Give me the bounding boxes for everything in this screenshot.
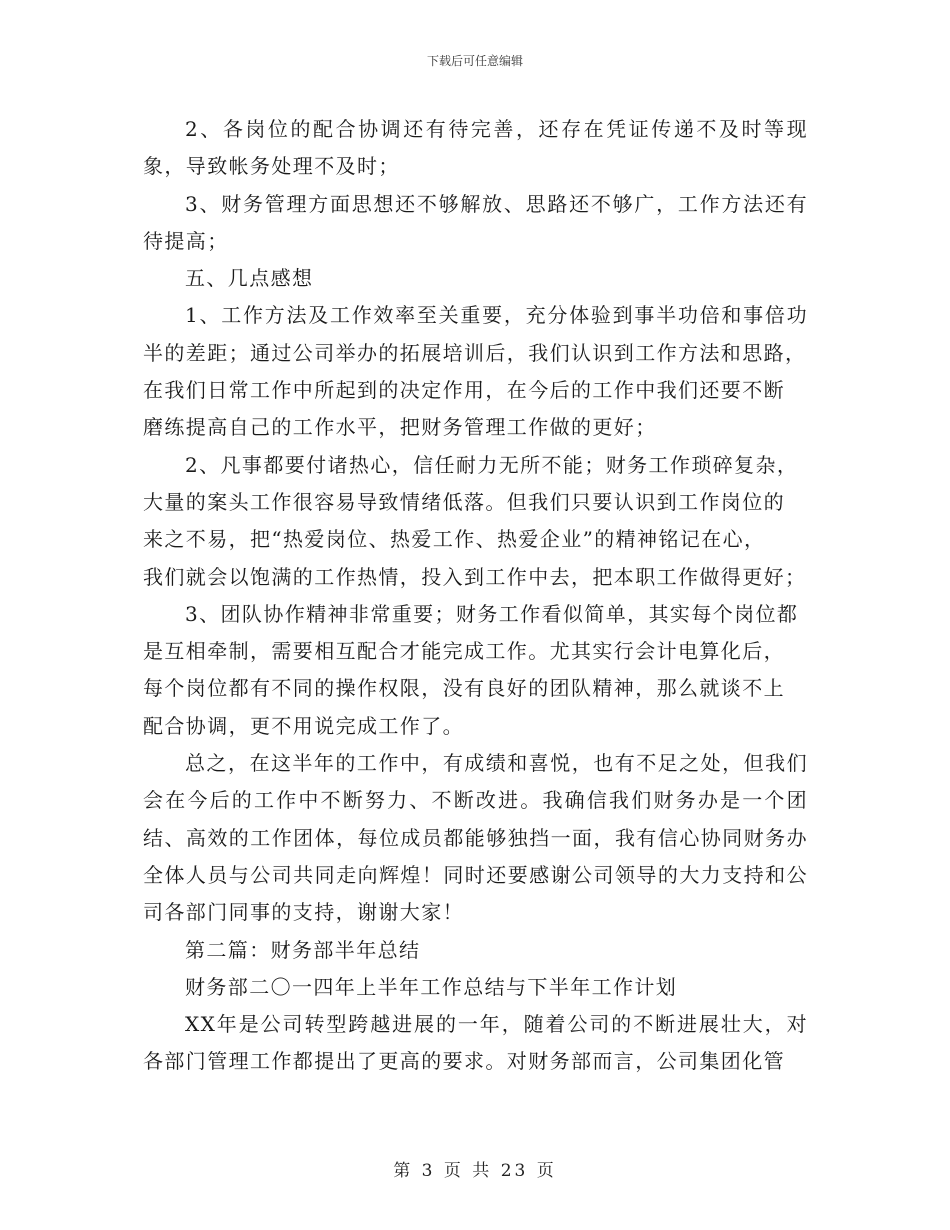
chapter-heading: 第二篇：财务部半年总结 [185, 937, 421, 962]
section-heading: 五、几点感想 [185, 266, 314, 291]
header-note: 下载后可任意编辑 [426, 54, 523, 68]
paragraph: 3、财务管理方面思想还不够解放、思路还不够广，工作方法还有待提高； [143, 191, 808, 253]
paragraph: 1、工作方法及工作效率至关重要，充分体验到事半功倍和事倍功半的差距；通过公司举办的拓展培训后，我们认识到工作方法和思路， 在我们日常工作中所起到的决定作用，在今后的工作中我们还要不断 磨练提高自己的工作水平，把财务管理工作做的更好； [143, 303, 808, 440]
paragraph: XX年是公司转型跨越进展的一年，随着公司的不断进展壮大，对各部门管理工作都提出了更高的要求。对财务部而言，公司集团化管 [143, 1012, 808, 1074]
paragraph: 2、各岗位的配合协调还有待完善，还存在凭证传递不及时等现象，导致帐务处理不及时； [143, 117, 808, 179]
paragraph: 2、凡事都要付诸热心，信任耐力无所不能；财务工作琐碎复杂， 大量的案头工作很容易导致情绪低落。但我们只要认识到工作岗位的 来之不易，把“热爱岗位、热爱工作、热爱企业”的精神铭记在心， 我们就会以饱满的工作热情，投入到工作中去，把本职工作做得更好； [143, 452, 807, 589]
document-body [143, 111, 808, 1081]
document-title: 财务部二〇一四年上半年工作总结与下半年工作计划 [185, 974, 678, 999]
paragraph: 总之，在这半年的工作中，有成绩和喜悦，也有不足之处，但我们会在今后的工作中不断努力、不断改进。我确信我们财务办是一个团结、高效的工作团体，每位成员都能够独挡一面，我有信心协同财务办全体人员与公司共同走向辉煌！同时还要感谢公司领导的大力支持和公司各部门同事的支持，谢谢大家！ [143, 751, 808, 925]
paragraph: 3、团队协作精神非常重要；财务工作看似简单，其实每个岗位都 是互相牵制，需要相互配合才能完成工作。尤其实行会计电算化后， 每个岗位都有不同的操作权限，没有良好的团队精神，那么就谈不上 配合协调，更不用说完成工作了。 [143, 601, 799, 738]
page-number: 第 3 页 共 23 页 [393, 1161, 557, 1181]
